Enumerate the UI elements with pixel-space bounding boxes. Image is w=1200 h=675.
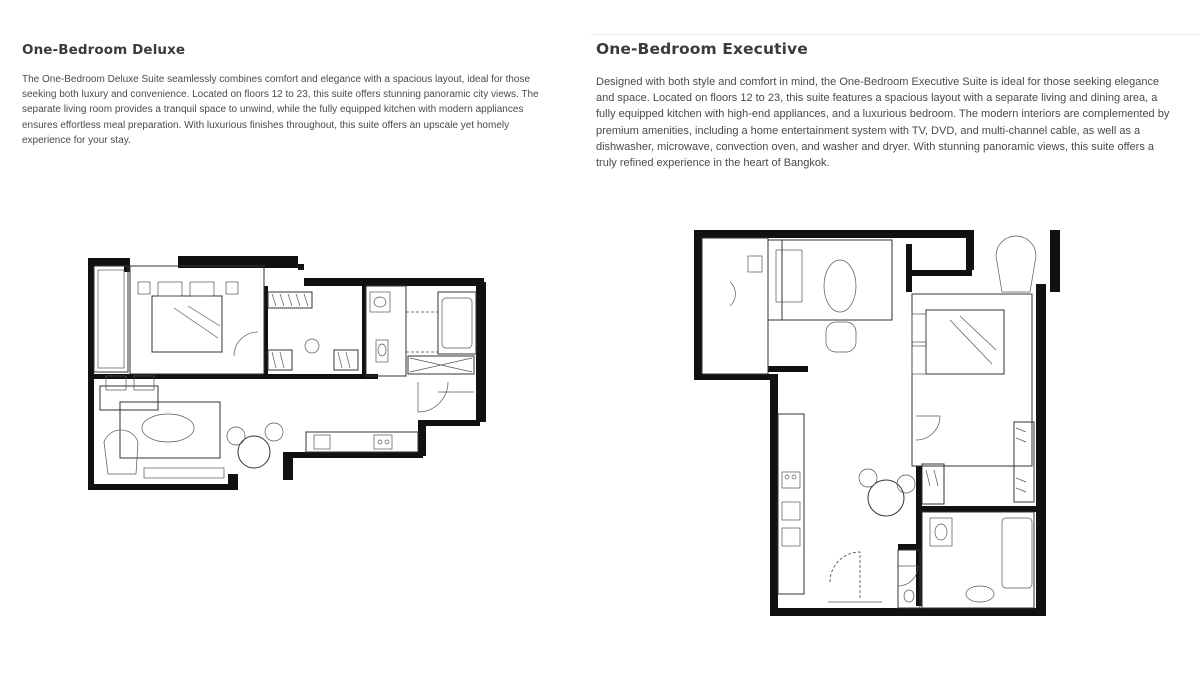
- executive-description: Designed with both style and comfort in mind, the One-Bedroom Executive Suite is ideal for those seeking elegance and space. Located on floors 12 to 23, this suite features a spacious layout with a separate living and dining area, a fully equipped kitchen with high-end appliances, and a luxurious bedroom. The modern interiors are complemented by premium amenities, including a home entertainment system with TV, DVD, and multi-channel cable, as well as a dishwasher, microwave, convection oven, and washer and dryer. With stunning panoramic views, this suite offers a truly refined experience in the heart of Bangkok.: [596, 76, 1170, 170]
- executive-floor-plan: [690, 226, 1068, 621]
- deluxe-title: One-Bedroom Deluxe: [22, 42, 186, 58]
- executive-title: One-Bedroom Executive: [596, 40, 808, 58]
- section-divider: [590, 34, 1200, 35]
- deluxe-floor-plan: [78, 252, 490, 502]
- deluxe-description: The One-Bedroom Deluxe Suite seamlessly combines comfort and elegance with a spacious layout, ideal for those seeking both luxury and convenience. Located on floors 12 to 23, this suite offers stunning panoramic city views. The separate living room provides a tranquil space to unwind, while the fully equipped kitchen with modern appliances ensures effortless meal preparation. With luxurious finishes throughout, this suite offers an upscale yet homely experience for your stay.: [22, 74, 539, 146]
